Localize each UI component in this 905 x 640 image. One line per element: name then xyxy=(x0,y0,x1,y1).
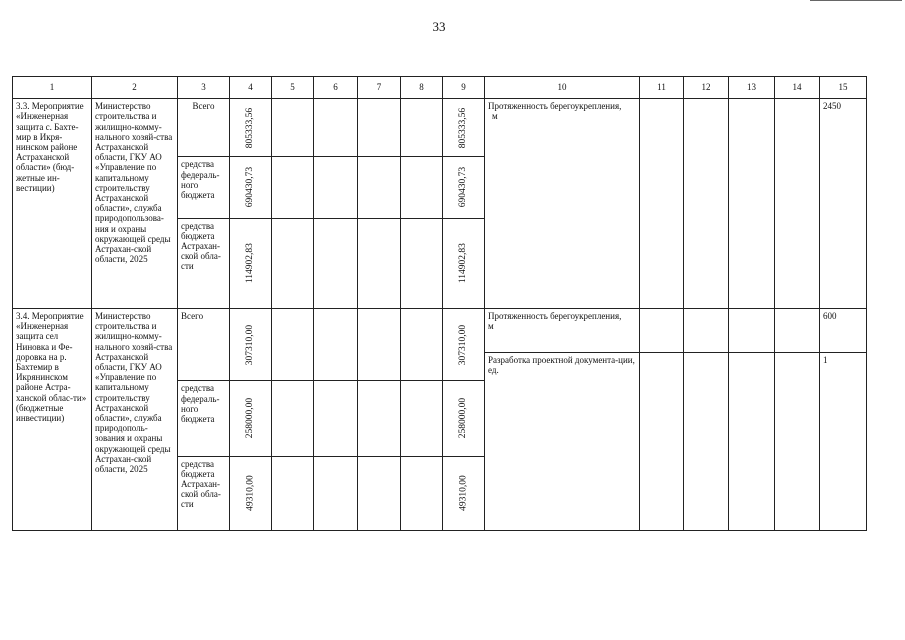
empty-cell xyxy=(729,353,775,531)
amount-value: 258000,00 xyxy=(245,398,256,439)
source-cell: Всего xyxy=(178,99,230,157)
activity-cell: 3.3. Мероприятие «Инженерная защита с. Бахте-мир в Икря-нинском районе Астраханской области» (бюд-жетные ин-вестиции) xyxy=(13,99,92,309)
column-header: 9 xyxy=(443,77,485,99)
empty-cell xyxy=(358,99,401,157)
empty-cell xyxy=(401,309,443,381)
amount-cell xyxy=(230,381,272,456)
empty-cell xyxy=(401,99,443,157)
column-header: 3 xyxy=(178,77,230,99)
column-header: 4 xyxy=(230,77,272,99)
empty-cell xyxy=(272,157,314,218)
empty-cell xyxy=(684,99,729,309)
activity-cell: 3.4. Мероприятие «Инженерная защита сел Ниновка и Фе-доровка на р. Бахтемир в Икрянинском районе Астра-ханской облас-ти» (бюджетные инвестиции) xyxy=(13,309,92,531)
indicator-label: Протяженность берегоукрепления, xyxy=(488,101,622,112)
empty-cell xyxy=(358,381,401,456)
amount-value: 307310,00 xyxy=(458,324,469,365)
amount-value: 805333,56 xyxy=(458,107,469,148)
empty-cell xyxy=(640,353,684,531)
empty-cell xyxy=(401,381,443,456)
measures-table xyxy=(12,76,867,531)
empty-cell xyxy=(684,353,729,531)
amount-value: 307310,00 xyxy=(245,324,256,365)
empty-cell xyxy=(314,157,358,218)
empty-cell xyxy=(272,309,314,381)
empty-cell xyxy=(401,218,443,308)
empty-cell xyxy=(775,353,820,531)
amount-cell xyxy=(443,381,485,456)
amount-value: 49310,00 xyxy=(245,475,256,512)
indicator-label: Протяженность берегоукрепления, xyxy=(488,311,622,321)
amount-cell xyxy=(230,456,272,530)
amount-cell xyxy=(443,218,485,308)
column-header: 7 xyxy=(358,77,401,99)
amount-cell xyxy=(230,309,272,381)
indicator-value: 600 xyxy=(820,309,867,353)
top-right-line xyxy=(810,0,902,1)
amount-cell xyxy=(230,157,272,218)
column-header: 2 xyxy=(92,77,178,99)
amount-cell xyxy=(443,456,485,530)
amount-value: 114902,83 xyxy=(245,243,256,284)
empty-cell xyxy=(640,309,684,353)
amount-cell xyxy=(443,309,485,381)
amount-cell xyxy=(230,99,272,157)
empty-cell xyxy=(314,99,358,157)
amount-value: 114902,83 xyxy=(458,243,469,284)
indicator-unit: м xyxy=(492,111,498,122)
column-header: 14 xyxy=(775,77,820,99)
empty-cell xyxy=(640,99,684,309)
empty-cell xyxy=(358,456,401,530)
empty-cell xyxy=(272,99,314,157)
empty-cell xyxy=(401,456,443,530)
column-header: 8 xyxy=(401,77,443,99)
empty-cell xyxy=(729,309,775,353)
amount-value: 690430,73 xyxy=(245,167,256,208)
indicator-cell xyxy=(485,99,640,309)
column-header: 11 xyxy=(640,77,684,99)
column-header: 12 xyxy=(684,77,729,99)
empty-cell xyxy=(314,218,358,308)
indicator-label: Разработка проектной документа-ции, ед. xyxy=(488,355,635,376)
page-number: 33 xyxy=(432,19,446,34)
amount-value: 49310,00 xyxy=(458,475,469,512)
amount-cell xyxy=(443,99,485,157)
empty-cell xyxy=(684,309,729,353)
amount-cell xyxy=(230,218,272,308)
column-header: 13 xyxy=(729,77,775,99)
empty-cell xyxy=(775,99,820,309)
column-header: 1 xyxy=(13,77,92,99)
indicator-unit: м xyxy=(488,321,494,332)
indicator-cell xyxy=(485,353,640,531)
column-header: 5 xyxy=(272,77,314,99)
empty-cell xyxy=(272,381,314,456)
source-cell: средства бюджета Астрахан-ской обла-сти xyxy=(178,456,230,530)
empty-cell xyxy=(729,99,775,309)
amount-cell xyxy=(443,157,485,218)
indicator-value: 2450 xyxy=(820,99,867,309)
executor-cell: Министерство строительства и жилищно-комму-нального хозяй-ства Астраханской области, ГКУ АО «Управление по капитальному строительству Астраханской области», служба природополь-зования и охраны окружающей среды Астрахан-ской области, 2025 xyxy=(92,309,178,531)
empty-cell xyxy=(358,309,401,381)
executor-cell: Министерство строительства и жилищно-комму-нального хозяй-ства Астраханской области, ГКУ АО «Управление по капитальному строительству Астраханской области», служба природопользова-ния и охраны окружающей среды Астрахан-ской области, 2025 xyxy=(92,99,178,309)
table-row xyxy=(13,309,867,353)
amount-value: 258000,00 xyxy=(458,398,469,439)
empty-cell xyxy=(314,456,358,530)
amount-value: 690430,73 xyxy=(458,167,469,208)
source-cell: Всего xyxy=(178,309,230,381)
column-header: 10 xyxy=(485,77,640,99)
column-header: 15 xyxy=(820,77,867,99)
empty-cell xyxy=(272,456,314,530)
indicator-cell xyxy=(485,309,640,353)
amount-value: 805333,56 xyxy=(245,107,256,148)
column-number-row xyxy=(13,77,867,99)
empty-cell xyxy=(401,157,443,218)
column-header: 6 xyxy=(314,77,358,99)
table-row xyxy=(13,99,867,157)
empty-cell xyxy=(314,381,358,456)
source-cell: средства федераль-ного бюджета xyxy=(178,381,230,456)
empty-cell xyxy=(314,309,358,381)
source-cell: средства бюджета Астрахан-ской обла-сти xyxy=(178,218,230,308)
indicator-value: 1 xyxy=(820,353,867,531)
empty-cell xyxy=(358,157,401,218)
empty-cell xyxy=(775,309,820,353)
source-cell: средства федераль-ного бюджета xyxy=(178,157,230,218)
empty-cell xyxy=(358,218,401,308)
empty-cell xyxy=(272,218,314,308)
